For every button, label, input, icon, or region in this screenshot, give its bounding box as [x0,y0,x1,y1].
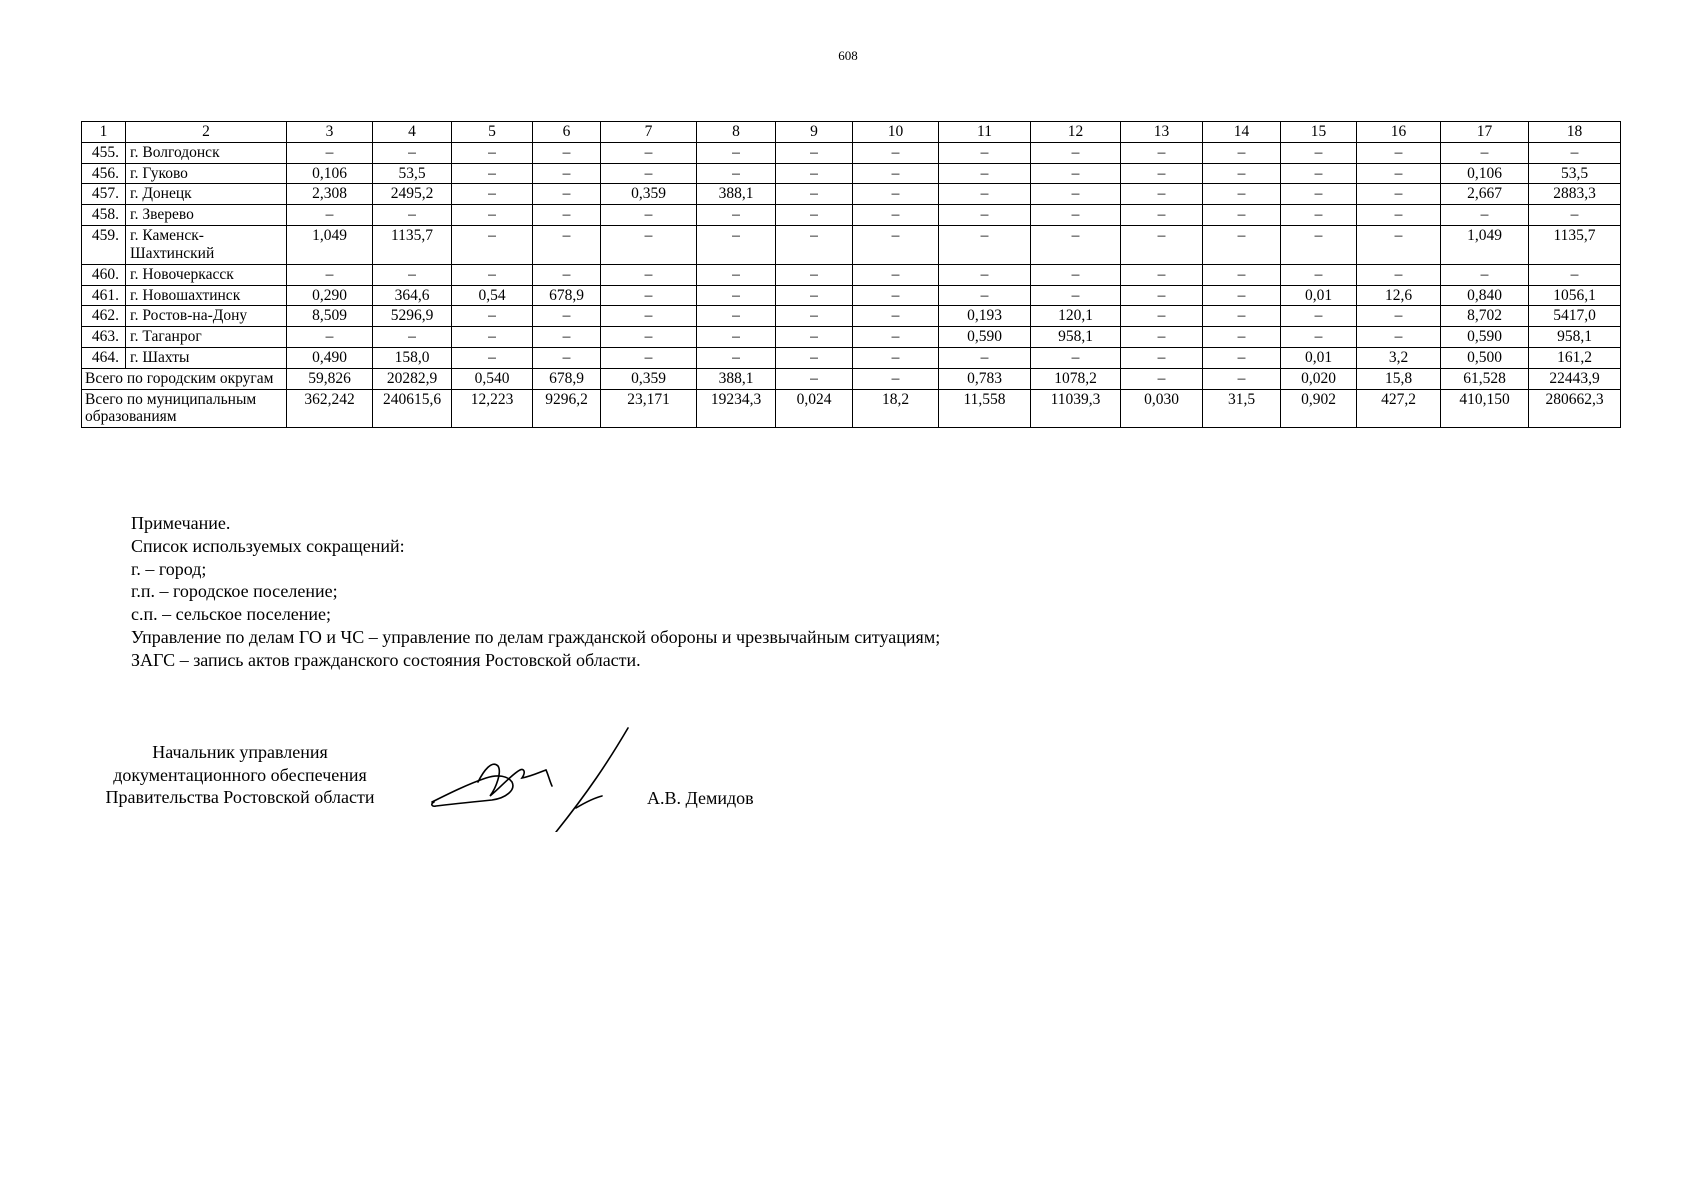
value-cell: – [776,347,853,368]
note-line: Список используемых сокращений: [131,535,405,556]
value-cell: – [776,368,853,389]
value-cell: – [373,327,452,348]
value-cell: – [533,142,601,163]
value-cell: 12,6 [1357,285,1441,306]
value-cell: – [1357,226,1441,265]
value-cell: 9296,2 [533,389,601,428]
value-cell: 0,193 [939,306,1031,327]
value-cell: 5417,0 [1529,306,1621,327]
value-cell: – [533,163,601,184]
value-cell: – [601,285,697,306]
table-row [82,285,1621,306]
totals-label-cell: Всего по городским округам [82,368,287,389]
column-number-cell: 1 [82,122,126,143]
value-cell: – [601,142,697,163]
column-number-cell: 15 [1281,122,1357,143]
column-number-cell: 12 [1031,122,1121,143]
value-cell: – [1203,184,1281,205]
value-cell: – [1529,142,1621,163]
value-cell: – [1121,306,1203,327]
value-cell: – [1203,347,1281,368]
value-cell: 15,8 [1357,368,1441,389]
value-cell: – [1203,285,1281,306]
note-line: ЗАГС – запись актов гражданского состояния Ростовской области. [131,649,641,670]
value-cell: 59,826 [287,368,373,389]
value-cell: – [1031,226,1121,265]
value-cell: 158,0 [373,347,452,368]
value-cell: – [853,327,939,348]
value-cell: – [1121,163,1203,184]
value-cell: 0,840 [1441,285,1529,306]
value-cell: 2495,2 [373,184,452,205]
note-line: с.п. – сельское поселение; [131,604,332,625]
value-cell: 0,01 [1281,347,1357,368]
value-cell: – [533,306,601,327]
value-cell: – [1357,264,1441,285]
value-cell: – [776,264,853,285]
value-cell: 1135,7 [1529,226,1621,265]
table-row [82,142,1621,163]
row-number-cell: 455. [82,142,126,163]
value-cell: – [1203,306,1281,327]
value-cell: – [452,184,533,205]
value-cell: 53,5 [1529,163,1621,184]
column-number-cell: 8 [697,122,776,143]
value-cell: – [939,226,1031,265]
value-cell: – [1203,142,1281,163]
value-cell: – [601,327,697,348]
row-number-cell: 460. [82,264,126,285]
value-cell: – [1121,285,1203,306]
value-cell: – [452,226,533,265]
signatory-title-line: документационного обеспечения [113,764,367,785]
value-cell: – [1281,142,1357,163]
value-cell: 23,171 [601,389,697,428]
column-number-cell: 6 [533,122,601,143]
page-number: 608 [838,48,858,63]
value-cell: – [776,163,853,184]
value-cell: – [853,205,939,226]
value-cell: 0,590 [939,327,1031,348]
value-cell: 0,590 [1441,327,1529,348]
value-cell: 31,5 [1203,389,1281,428]
value-cell: – [533,205,601,226]
value-cell: – [939,205,1031,226]
value-cell: – [1121,368,1203,389]
value-cell: – [452,205,533,226]
value-cell: – [939,264,1031,285]
column-number-cell: 17 [1441,122,1529,143]
value-cell: – [533,184,601,205]
value-cell: – [1357,184,1441,205]
value-cell: – [939,347,1031,368]
value-cell: – [853,226,939,265]
value-cell: – [1281,184,1357,205]
value-cell: – [1357,205,1441,226]
value-cell: – [697,347,776,368]
value-cell: 19234,3 [697,389,776,428]
value-cell: 18,2 [853,389,939,428]
value-cell: 362,242 [287,389,373,428]
value-cell: – [1203,368,1281,389]
table-row [82,347,1621,368]
row-number-cell: 462. [82,306,126,327]
value-cell: 958,1 [1529,327,1621,348]
value-cell: – [1121,184,1203,205]
value-cell: 161,2 [1529,347,1621,368]
value-cell: – [1441,142,1529,163]
value-cell: – [776,184,853,205]
column-number-cell: 9 [776,122,853,143]
value-cell: – [373,205,452,226]
value-cell: – [853,184,939,205]
table-header-row [82,122,1621,143]
signatory-title-line: Начальник управления [152,742,328,762]
value-cell: – [853,347,939,368]
value-cell: 12,223 [452,389,533,428]
data-table [81,121,1621,428]
value-cell: 240615,6 [373,389,452,428]
municipality-name-cell: г. Донецк [126,184,287,205]
value-cell: 0,500 [1441,347,1529,368]
value-cell: – [1031,184,1121,205]
table-row [82,306,1621,327]
value-cell: – [776,226,853,265]
table-row [82,327,1621,348]
totals-label-cell: Всего по муниципальным образованиям [82,389,287,428]
value-cell: – [939,163,1031,184]
value-cell: – [697,264,776,285]
value-cell: – [1281,306,1357,327]
value-cell: – [1203,163,1281,184]
value-cell: – [1529,264,1621,285]
value-cell: – [697,285,776,306]
note-line: Управление по делам ГО и ЧС – управление по делам гражданской обороны и чрезвычайным ситуациям; [131,626,941,647]
value-cell: – [1281,327,1357,348]
row-number-cell: 461. [82,285,126,306]
totals-row [82,389,1621,428]
table-row [82,226,1621,265]
value-cell: – [601,264,697,285]
value-cell: – [287,142,373,163]
municipality-name-cell: г. Зверево [126,205,287,226]
value-cell: – [1529,205,1621,226]
value-cell: – [939,184,1031,205]
value-cell: – [601,163,697,184]
totals-row [82,368,1621,389]
municipality-name-cell: г. Шахты [126,347,287,368]
column-number-cell: 16 [1357,122,1441,143]
value-cell: – [533,327,601,348]
municipality-name-cell: г. Каменск-Шахтинский [126,226,287,265]
value-cell: – [1281,226,1357,265]
row-number-cell: 458. [82,205,126,226]
table-row [82,264,1621,285]
row-number-cell: 457. [82,184,126,205]
value-cell: – [287,327,373,348]
table-body [82,122,1621,428]
value-cell: 1,049 [287,226,373,265]
value-cell: 0,540 [452,368,533,389]
value-cell: – [853,368,939,389]
note-line: г.п. – городское поселение; [131,581,338,602]
column-number-cell: 5 [452,122,533,143]
value-cell: 22443,9 [1529,368,1621,389]
note-line: Примечание. [131,513,231,533]
column-number-cell: 7 [601,122,697,143]
municipality-name-cell: г. Гуково [126,163,287,184]
value-cell: 0,783 [939,368,1031,389]
value-cell: 364,6 [373,285,452,306]
value-cell: 0,024 [776,389,853,428]
value-cell: – [776,205,853,226]
value-cell: – [697,306,776,327]
municipality-name-cell: г. Ростов-на-Дону [126,306,287,327]
municipality-name-cell: г. Новочеркасск [126,264,287,285]
table-row [82,163,1621,184]
value-cell: 3,2 [1357,347,1441,368]
column-number-cell: 14 [1203,122,1281,143]
value-cell: – [939,142,1031,163]
value-cell: – [601,347,697,368]
value-cell: 1056,1 [1529,285,1621,306]
value-cell: – [1121,205,1203,226]
value-cell: 1078,2 [1031,368,1121,389]
municipality-name-cell: г. Волгодонск [126,142,287,163]
value-cell: – [1281,163,1357,184]
municipality-name-cell: г. Таганрог [126,327,287,348]
row-number-cell: 456. [82,163,126,184]
value-cell: 53,5 [373,163,452,184]
value-cell: – [939,285,1031,306]
table-row [82,205,1621,226]
value-cell: – [853,264,939,285]
signatory-title-line: Правительства Ростовской области [105,787,375,807]
value-cell: 0,01 [1281,285,1357,306]
value-cell: 280662,3 [1529,389,1621,428]
value-cell: – [1121,226,1203,265]
value-cell: – [452,142,533,163]
value-cell: 1135,7 [373,226,452,265]
value-cell: – [373,264,452,285]
row-number-cell: 459. [82,226,126,265]
value-cell: 120,1 [1031,306,1121,327]
value-cell: 0,54 [452,285,533,306]
value-cell: 0,490 [287,347,373,368]
value-cell: 0,359 [601,184,697,205]
value-cell: 0,030 [1121,389,1203,428]
value-cell: 0,290 [287,285,373,306]
value-cell: 0,106 [287,163,373,184]
column-number-cell: 11 [939,122,1031,143]
value-cell: – [853,163,939,184]
value-cell: – [697,327,776,348]
value-cell: – [1441,264,1529,285]
value-cell: – [1031,142,1121,163]
value-cell: – [1031,163,1121,184]
value-cell: – [452,306,533,327]
value-cell: 678,9 [533,368,601,389]
value-cell: 1,049 [1441,226,1529,265]
row-number-cell: 463. [82,327,126,348]
value-cell: – [1203,327,1281,348]
note-line: г. – город; [131,558,207,579]
value-cell: 2,308 [287,184,373,205]
value-cell: 0,106 [1441,163,1529,184]
value-cell: 8,509 [287,306,373,327]
value-cell: 5296,9 [373,306,452,327]
value-cell: – [697,226,776,265]
signatory-name: А.В. Демидов [647,788,754,808]
value-cell: – [853,142,939,163]
value-cell: – [287,205,373,226]
value-cell: – [452,264,533,285]
value-cell: – [776,285,853,306]
value-cell: 2,667 [1441,184,1529,205]
value-cell: – [287,264,373,285]
value-cell: – [1203,264,1281,285]
value-cell: – [1281,205,1357,226]
value-cell: 0,902 [1281,389,1357,428]
value-cell: – [1203,226,1281,265]
column-number-cell: 10 [853,122,939,143]
value-cell: – [1121,327,1203,348]
value-cell: 11,558 [939,389,1031,428]
value-cell: 0,020 [1281,368,1357,389]
value-cell: – [697,163,776,184]
value-cell: 0,359 [601,368,697,389]
value-cell: – [533,226,601,265]
value-cell: – [776,142,853,163]
value-cell: – [1441,205,1529,226]
value-cell: – [1357,142,1441,163]
value-cell: – [1203,205,1281,226]
value-cell: – [452,163,533,184]
value-cell: 11039,3 [1031,389,1121,428]
value-cell: – [373,142,452,163]
value-cell: – [533,264,601,285]
notes [131,512,940,672]
value-cell: – [1357,163,1441,184]
value-cell: – [1121,142,1203,163]
table-row [82,184,1621,205]
value-cell: 20282,9 [373,368,452,389]
value-cell: – [1357,327,1441,348]
column-number-cell: 4 [373,122,452,143]
value-cell: – [1031,347,1121,368]
value-cell: – [452,327,533,348]
value-cell: – [601,306,697,327]
municipality-name-cell: г. Новошахтинск [126,285,287,306]
column-number-cell: 13 [1121,122,1203,143]
value-cell: – [776,306,853,327]
value-cell: 61,528 [1441,368,1529,389]
value-cell: – [1281,264,1357,285]
signatory-title [80,741,400,809]
value-cell: – [452,347,533,368]
value-cell: – [1121,347,1203,368]
value-cell: 2883,3 [1529,184,1621,205]
value-cell: 678,9 [533,285,601,306]
value-cell: – [1031,264,1121,285]
value-cell: – [853,285,939,306]
value-cell: – [1031,285,1121,306]
value-cell: – [697,142,776,163]
column-number-cell: 3 [287,122,373,143]
value-cell: – [1121,264,1203,285]
value-cell: – [697,205,776,226]
column-number-cell: 2 [126,122,287,143]
value-cell: – [1357,306,1441,327]
value-cell: – [601,226,697,265]
value-cell: 388,1 [697,184,776,205]
handwritten-signature [428,722,638,832]
value-cell: 8,702 [1441,306,1529,327]
value-cell: 410,150 [1441,389,1529,428]
value-cell: – [776,327,853,348]
value-cell: – [1031,205,1121,226]
value-cell: – [533,347,601,368]
value-cell: 958,1 [1031,327,1121,348]
column-number-cell: 18 [1529,122,1621,143]
row-number-cell: 464. [82,347,126,368]
value-cell: 388,1 [697,368,776,389]
value-cell: – [853,306,939,327]
value-cell: 427,2 [1357,389,1441,428]
value-cell: – [601,205,697,226]
